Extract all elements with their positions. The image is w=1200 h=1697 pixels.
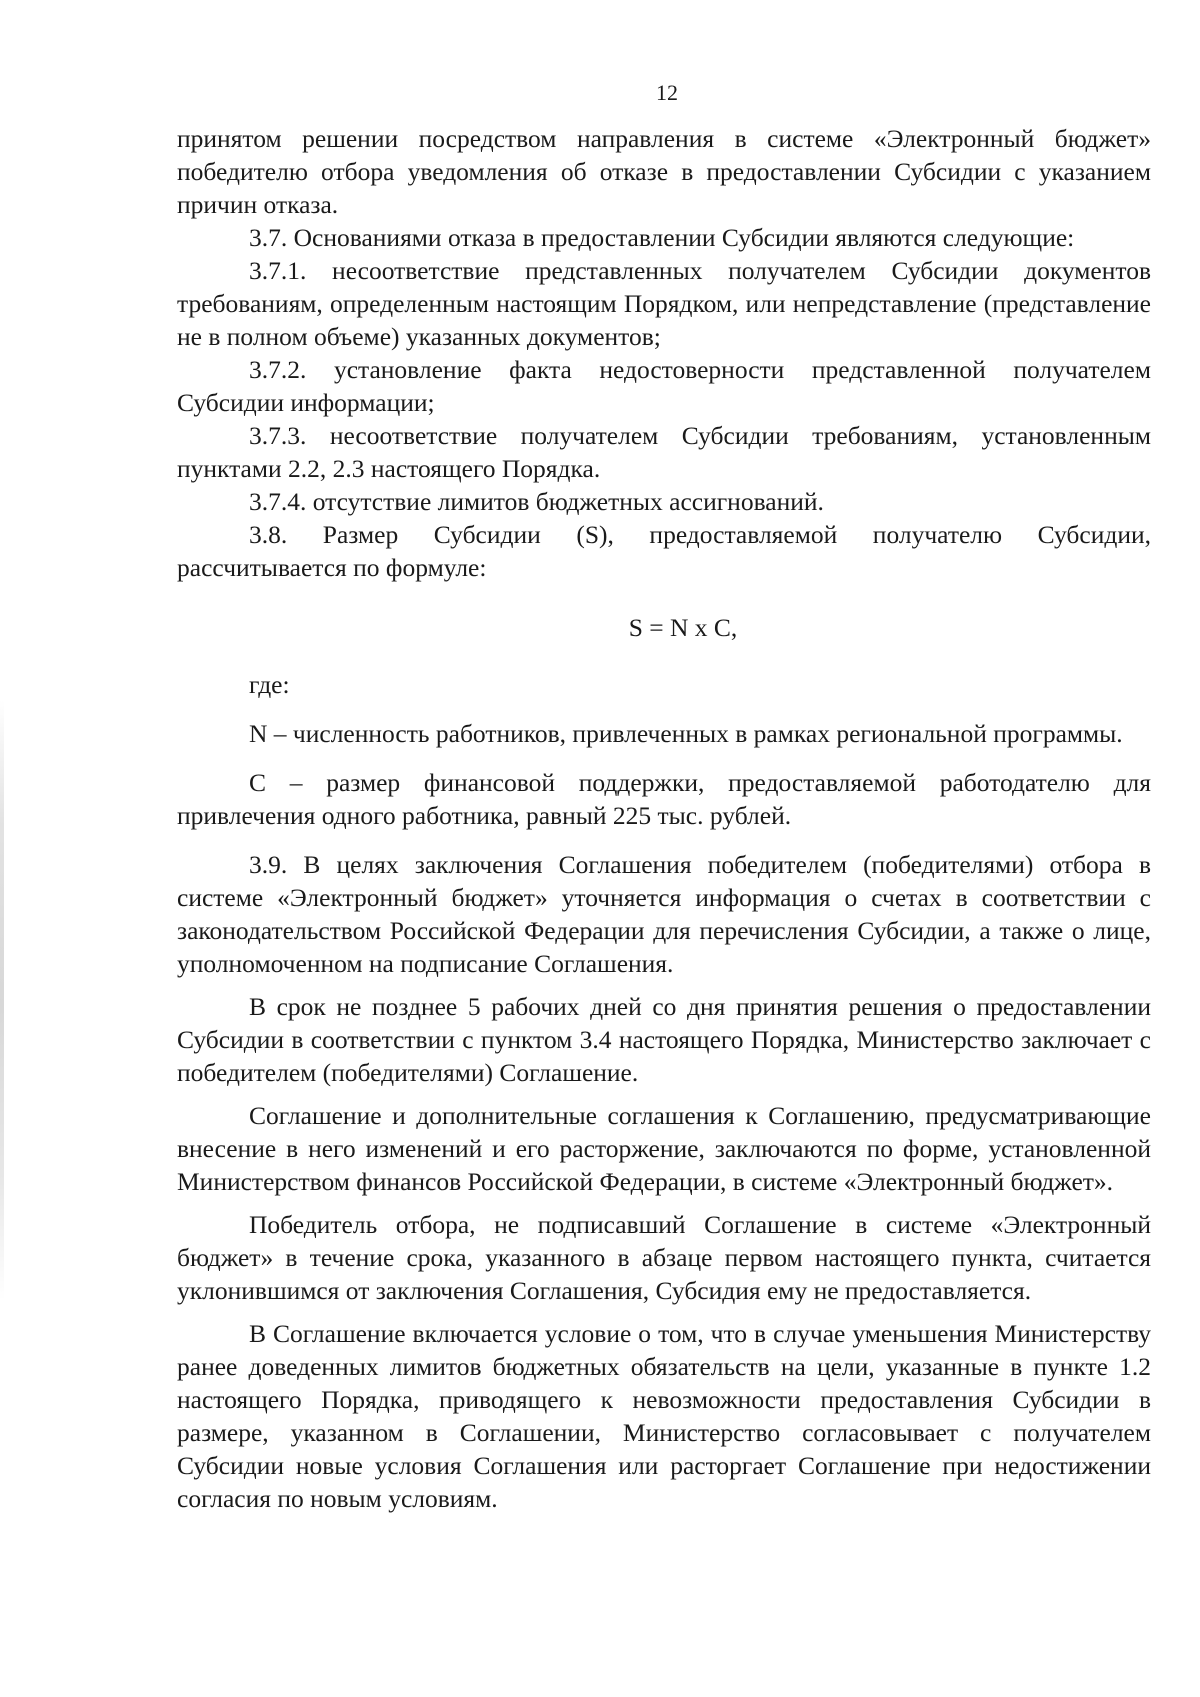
paragraph-3-7-4: 3.7.4. отсутствие лимитов бюджетных ассигнований.	[249, 487, 824, 516]
paragraph-winner-refusal: Победитель отбора, не подписавший Соглашение в системе «Электронный бюджет» в течение срока, указанного в абзаце первом настоящего пункта, считается уклонившимся от заключения Соглашения, Субсидия ему не предоставляется.	[177, 1210, 1151, 1305]
paragraph-agreement-deadline: В срок не позднее 5 рабочих дней со дня принятия решения о предоставлении Субсидии в соответствии с пунктом 3.4 настоящего Порядка, Министерство заключает с победителем (победителями) Соглашение.	[177, 992, 1151, 1087]
page-number: 12	[656, 80, 678, 105]
paragraph-continuation: принятом решении посредством направления в системе «Электронный бюджет» победителю отбора уведомления об отказе в предоставлении Субсидии с указанием причин отказа.	[177, 124, 1151, 219]
paragraph-agreement-form: Соглашение и дополнительные соглашения к Соглашению, предусматривающие внесение в него изменений и его расторжение, заключаются по форме, установленной Министерством финансов Российской Федерации, в системе «Электронный бюджет».	[177, 1101, 1151, 1196]
document-body	[177, 122, 1151, 1515]
formula-where-label: где:	[249, 670, 290, 699]
formula-variable-c: С – размер финансовой поддержки, предоставляемой работодателю для привлечения одного работника, равный 225 тыс. рублей.	[177, 768, 1151, 830]
paragraph-limits-reduction: В Соглашение включается условие о том, что в случае уменьшения Министерству ранее доведенных лимитов бюджетных обязательств на цели, указанные в пункте 1.2 настоящего Порядка, приводящего к невозможности предоставления Субсидии в размере, указанном в Соглашении, Министерство согласовывает с получателем Субсидии новые условия Соглашения или расторгает Соглашение при недостижении согласия по новым условиям.	[177, 1319, 1151, 1513]
paragraph-3-7-3: 3.7.3. несоответствие получателем Субсидии требованиям, установленным пунктами 2.2, 2.3 настоящего Порядка.	[177, 421, 1151, 483]
paragraph-3-7-1: 3.7.1. несоответствие представленных получателем Субсидии документов требованиям, определенным настоящим Порядком, или непредставление (представление не в полном объеме) указанных документов;	[177, 256, 1151, 351]
paragraph-3-8: 3.8. Размер Субсидии (S), предоставляемой получателю Субсидии, рассчитывается по формуле:	[177, 520, 1151, 582]
scan-edge-shadow	[0, 700, 4, 1300]
paragraph-3-9: 3.9. В целях заключения Соглашения победителем (победителями) отбора в системе «Электронный бюджет» уточняется информация о счетах в соответствии с законодательством Российской Федерации для перечисления Субсидии, а также о лице, уполномоченном на подписание Соглашения.	[177, 850, 1151, 978]
paragraph-3-7: 3.7. Основаниями отказа в предоставлении Субсидии являются следующие:	[249, 223, 1075, 252]
formula-variable-n: N – численность работников, привлеченных в рамках региональной программы.	[249, 719, 1123, 748]
subsidy-formula: S = N x C,	[628, 613, 738, 642]
paragraph-3-7-2: 3.7.2. установление факта недостоверности представленной получателем Субсидии информации;	[177, 355, 1151, 417]
